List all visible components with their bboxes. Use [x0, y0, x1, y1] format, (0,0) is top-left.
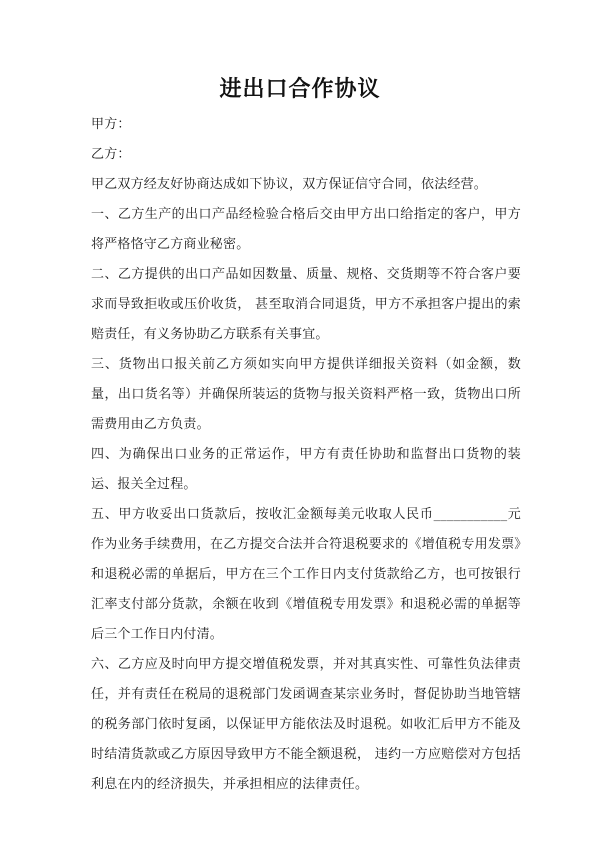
clause-3: 三、货物出口报关前乙方须如实向甲方提供详细报关资料（如金额，数量，出口货名等）并确保所装运的货物与报关资料严格一致，货物出口所需费用由乙方负责。: [91, 357, 521, 432]
clause-6: 六、乙方应及时向甲方提交增值税发票，并对其真实性、可靠性负法律责任，并有责任在税局的退税部门发函调查某宗业务时，督促协助当地管辖的税务部门依时复函，以保证甲方能依法及时退税。如收汇后甲方不能及时结清货款或乙方原因导致甲方不能全额退税， 违约一方应赔偿对方包括利息在内的经济损失，并承担相应的法律责任。: [91, 657, 521, 792]
clause-1: 一、乙方生产的出口产品经检验合格后交由甲方出口给指定的客户，甲方将严格恪守乙方商业秘密。: [91, 207, 521, 252]
clause-5: 五、甲方收妥出口货款后，按收汇金额每美元收取人民币___________元作为业务手续费用，在乙方提交合法并合符退税要求的《增值税专用发票》和退税必需的单据后，甲方在三个工作日内支付货款给乙方，也可按银行汇率支付部分货款，余额在收到《增值税专用发票》和退税必需的单据等后三个工作日内付清。: [91, 507, 521, 642]
clause-4: 四、为确保出口业务的正常运作，甲方有责任协助和监督出口货物的装运、报关全过程。: [91, 447, 521, 492]
party-a-line: 甲方：: [91, 117, 131, 132]
document-body: [91, 110, 521, 800]
document-title: 进出口合作协议: [219, 76, 381, 102]
party-b-line: 乙方：: [91, 147, 131, 162]
clause-2: 二、乙方提供的出口产品如因数量、质量、规格、交货期等不符合客户要求而导致拒收或压价收货， 甚至取消合同退货，甲方不承担客户提出的索赔责任，有义务协助乙方联系有关事宜。: [91, 267, 521, 342]
intro-paragraph: 甲乙双方经友好协商达成如下协议，双方保证信守合同，依法经营。: [91, 177, 488, 192]
